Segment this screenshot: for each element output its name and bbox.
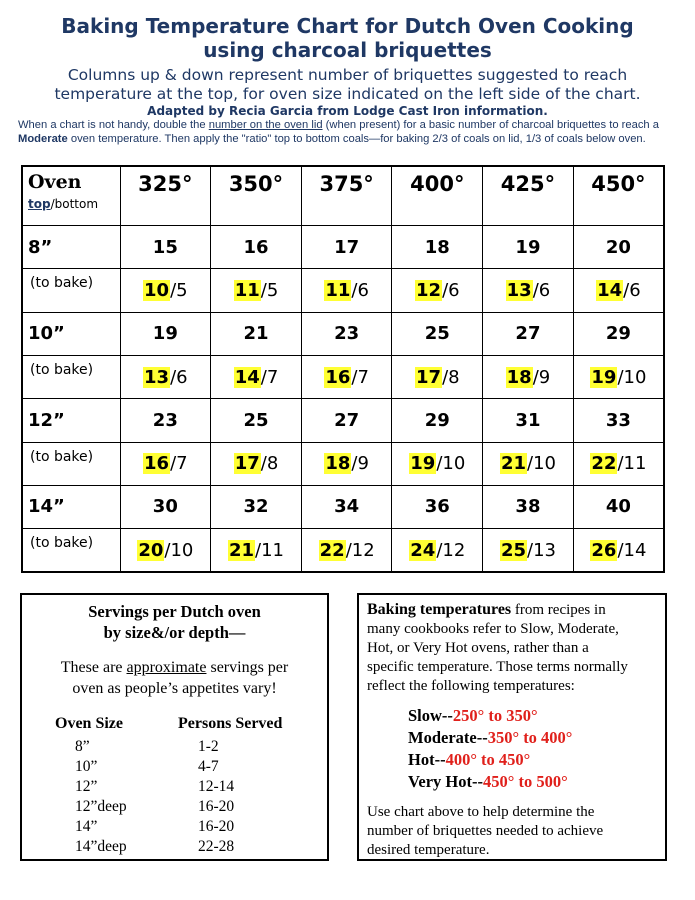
briquette-chart: [21, 165, 665, 573]
chart-body: [22, 225, 664, 572]
lid-coals: 18: [325, 453, 351, 475]
bottom-coals: /8: [260, 453, 279, 475]
bake-split: [301, 442, 392, 485]
bottom-coals: /13: [527, 539, 556, 561]
serving-persons: 16-20: [198, 818, 235, 835]
baking-intro-line5: reflect the following temperatures:: [367, 678, 575, 694]
lid-coals: 21: [228, 539, 255, 561]
servings-box: [20, 593, 329, 861]
lid-coals: 25: [500, 539, 526, 561]
servings-heading-1: Servings per Dutch oven: [88, 602, 261, 621]
temp-header: 375°: [301, 166, 392, 225]
temp-header: 450°: [573, 166, 664, 225]
total-briquettes: 40: [573, 485, 664, 528]
oven-term-name: Slow--: [408, 706, 453, 725]
bake-split: [120, 529, 211, 572]
adapted-credit: Adapted by Recia Garcia from Lodge Cast Iron information.: [147, 104, 548, 118]
bottom-coals: /11: [255, 539, 284, 561]
lid-coals: 22: [591, 453, 617, 475]
oven-size-column-header: Oven Size: [55, 715, 123, 732]
lid-coals: 10: [144, 279, 170, 301]
bake-split: [392, 355, 483, 398]
size-row: [22, 225, 664, 268]
bake-split: [301, 529, 392, 572]
bake-split: [211, 269, 302, 312]
bottom-coals: /8: [442, 366, 460, 388]
bake-split: [573, 529, 664, 572]
to-bake-label: (to bake): [22, 269, 120, 312]
bottom-coals: /6: [532, 279, 551, 301]
oven-term-item: [408, 749, 530, 771]
serving-oven-size: 10”: [75, 758, 98, 775]
lid-coals: 11: [234, 279, 260, 301]
bake-split: [120, 355, 211, 398]
bottom-coals: /10: [527, 453, 556, 475]
lid-coals: 13: [506, 279, 532, 301]
total-briquettes: 23: [301, 312, 392, 355]
bake-split: [483, 442, 574, 485]
lid-coals: 13: [144, 366, 170, 388]
bake-row: [22, 529, 664, 572]
servings-heading-2: by size&/or depth—: [103, 623, 246, 642]
oven-size-label: 12”: [22, 399, 120, 442]
lid-coals: 11: [325, 279, 351, 301]
serving-oven-size: 8”: [75, 738, 90, 755]
bottom-coals: /7: [351, 366, 369, 388]
bake-split: [211, 529, 302, 572]
bottom-coals: /10: [617, 366, 647, 388]
note-line1: When a chart is not handy, double the number on the oven lid (when present) for a basic number of charcoal briquettes to reach a: [18, 119, 659, 131]
total-briquettes: 29: [392, 399, 483, 442]
baking-temperatures-box: [357, 593, 667, 861]
lid-coals: 14: [234, 366, 260, 388]
oven-term-range: 450° to 500°: [483, 772, 568, 791]
oven-term-range: 400° to 450°: [445, 750, 531, 769]
baking-foot-line3: desired temperature.: [367, 842, 490, 858]
note-line2: Moderate oven temperature. Then apply the "ratio" top to bottom coals—for baking 2/3 of coals on lid, 1/3 of coals below oven.: [18, 133, 646, 145]
serving-persons: 12-14: [198, 778, 235, 795]
serving-persons: 1-2: [198, 738, 219, 755]
temp-header: 325°: [120, 166, 211, 225]
total-briquettes: 20: [573, 225, 664, 268]
to-bake-label: (to bake): [22, 529, 120, 572]
bottom-coals: /5: [170, 279, 188, 301]
bottom-coals: /14: [617, 539, 647, 561]
total-briquettes: 36: [392, 485, 483, 528]
total-briquettes: 16: [211, 225, 302, 268]
bottom-coals: /6: [170, 366, 188, 388]
oven-header-cell: [22, 166, 120, 225]
bake-split: [573, 442, 664, 485]
bake-split: [392, 529, 483, 572]
bottom-coals: /7: [170, 453, 188, 475]
total-briquettes: 25: [392, 312, 483, 355]
total-briquettes: 21: [211, 312, 302, 355]
oven-term-item: [408, 705, 538, 727]
bottom-coals: /9: [351, 453, 369, 475]
oven-term-range: 350° to 400°: [487, 728, 573, 747]
temp-header: 400°: [392, 166, 483, 225]
oven-term-range: 250° to 350°: [452, 706, 538, 725]
serving-oven-size: 14”deep: [75, 838, 127, 855]
lid-coals: 18: [506, 366, 532, 388]
bottom-coals: /7: [260, 366, 279, 388]
total-briquettes: 19: [483, 225, 574, 268]
chart-title-line1: Baking Temperature Chart for Dutch Oven Cooking: [61, 14, 634, 38]
subtitle-line1: Columns up & down represent number of briquettes suggested to reach: [67, 66, 628, 84]
total-briquettes: 23: [120, 399, 211, 442]
size-row: [22, 312, 664, 355]
oven-term-item: [408, 771, 568, 793]
lid-coals: 20: [138, 539, 164, 561]
total-briquettes: 33: [573, 399, 664, 442]
total-briquettes: 27: [483, 312, 574, 355]
temp-header: 350°: [211, 166, 302, 225]
lid-coals: 22: [319, 539, 345, 561]
serving-persons: 16-20: [198, 798, 235, 815]
total-briquettes: 17: [301, 225, 392, 268]
bottom-coals: /10: [164, 539, 194, 561]
bake-split: [483, 355, 574, 398]
baking-foot-line2: number of briquettes needed to achieve: [367, 823, 604, 839]
lid-coals: 14: [597, 279, 623, 301]
bottom-coals: /9: [532, 366, 551, 388]
baking-intro-line4: specific temperature. Those terms normally: [367, 659, 628, 675]
lid-coals: 21: [500, 453, 526, 475]
top-bottom-label: top/bottom: [28, 197, 99, 211]
lid-coals: 16: [144, 453, 170, 475]
bake-row: [22, 269, 664, 312]
baking-foot-line1: Use chart above to help determine the: [367, 804, 595, 820]
oven-size-label: 14”: [22, 485, 120, 528]
oven-term-name: Moderate--: [408, 728, 488, 747]
bake-split: [573, 269, 664, 312]
lid-coals: 19: [410, 453, 436, 475]
to-bake-label: (to bake): [22, 355, 120, 398]
lid-coals: 26: [591, 539, 617, 561]
bottom-coals: /10: [436, 453, 466, 475]
total-briquettes: 18: [392, 225, 483, 268]
lid-coals: 17: [234, 453, 260, 475]
bottom-coals: /5: [260, 279, 279, 301]
oven-term-item: [408, 727, 572, 749]
total-briquettes: 32: [211, 485, 302, 528]
bottom-coals: /6: [623, 279, 641, 301]
bake-split: [120, 442, 211, 485]
serving-oven-size: 14”: [75, 818, 98, 835]
temperature-header-row: [22, 166, 664, 225]
bake-split: [483, 529, 574, 572]
bake-split: [120, 269, 211, 312]
bake-split: [573, 355, 664, 398]
bottom-coals: /6: [442, 279, 460, 301]
bottom-coals: /6: [351, 279, 369, 301]
total-briquettes: 30: [120, 485, 211, 528]
serving-persons: 4-7: [198, 758, 219, 775]
lid-coals: 12: [416, 279, 442, 301]
baking-intro-line3: Hot, or Very Hot ovens, rather than a: [367, 640, 589, 656]
oven-label: Oven: [28, 171, 82, 193]
oven-term-name: Very Hot--: [408, 772, 483, 791]
total-briquettes: 34: [301, 485, 392, 528]
bake-row: [22, 355, 664, 398]
oven-size-label: 10”: [22, 312, 120, 355]
to-bake-label: (to bake): [22, 442, 120, 485]
bottom-coals: /11: [617, 453, 647, 475]
subtitle-line2: temperature at the top, for oven size indicated on the left side of the chart.: [54, 85, 641, 103]
bottom-coals: /12: [436, 539, 466, 561]
total-briquettes: 27: [301, 399, 392, 442]
total-briquettes: 31: [483, 399, 574, 442]
size-row: [22, 399, 664, 442]
persons-served-column-header: Persons Served: [178, 715, 283, 732]
chart-title-line2: using charcoal briquettes: [203, 38, 492, 62]
bake-row: [22, 442, 664, 485]
bake-split: [301, 355, 392, 398]
bottom-coals: /12: [345, 539, 375, 561]
lid-coals: 17: [416, 366, 442, 388]
bake-split: [211, 355, 302, 398]
servings-note-2: oven as people’s appetites vary!: [72, 680, 277, 697]
total-briquettes: 38: [483, 485, 574, 528]
baking-intro-line1: Baking temperatures from recipes in: [367, 601, 606, 618]
lid-coals: 24: [410, 539, 436, 561]
serving-persons: 22-28: [198, 838, 235, 855]
bake-split: [392, 442, 483, 485]
serving-oven-size: 12”: [75, 778, 98, 795]
bake-split: [301, 269, 392, 312]
oven-size-label: 8”: [22, 225, 120, 268]
total-briquettes: 25: [211, 399, 302, 442]
baking-intro-line2: many cookbooks refer to Slow, Moderate,: [367, 621, 619, 637]
temp-header: 425°: [483, 166, 574, 225]
lid-coals: 19: [591, 366, 617, 388]
size-row: [22, 485, 664, 528]
servings-note-1: These are approximate servings per: [60, 659, 289, 676]
lid-coals: 16: [325, 366, 351, 388]
oven-term-name: Hot--: [408, 750, 446, 769]
bake-split: [211, 442, 302, 485]
total-briquettes: 29: [573, 312, 664, 355]
bake-split: [392, 269, 483, 312]
total-briquettes: 15: [120, 225, 211, 268]
bake-split: [483, 269, 574, 312]
serving-oven-size: 12”deep: [75, 798, 127, 815]
total-briquettes: 19: [120, 312, 211, 355]
